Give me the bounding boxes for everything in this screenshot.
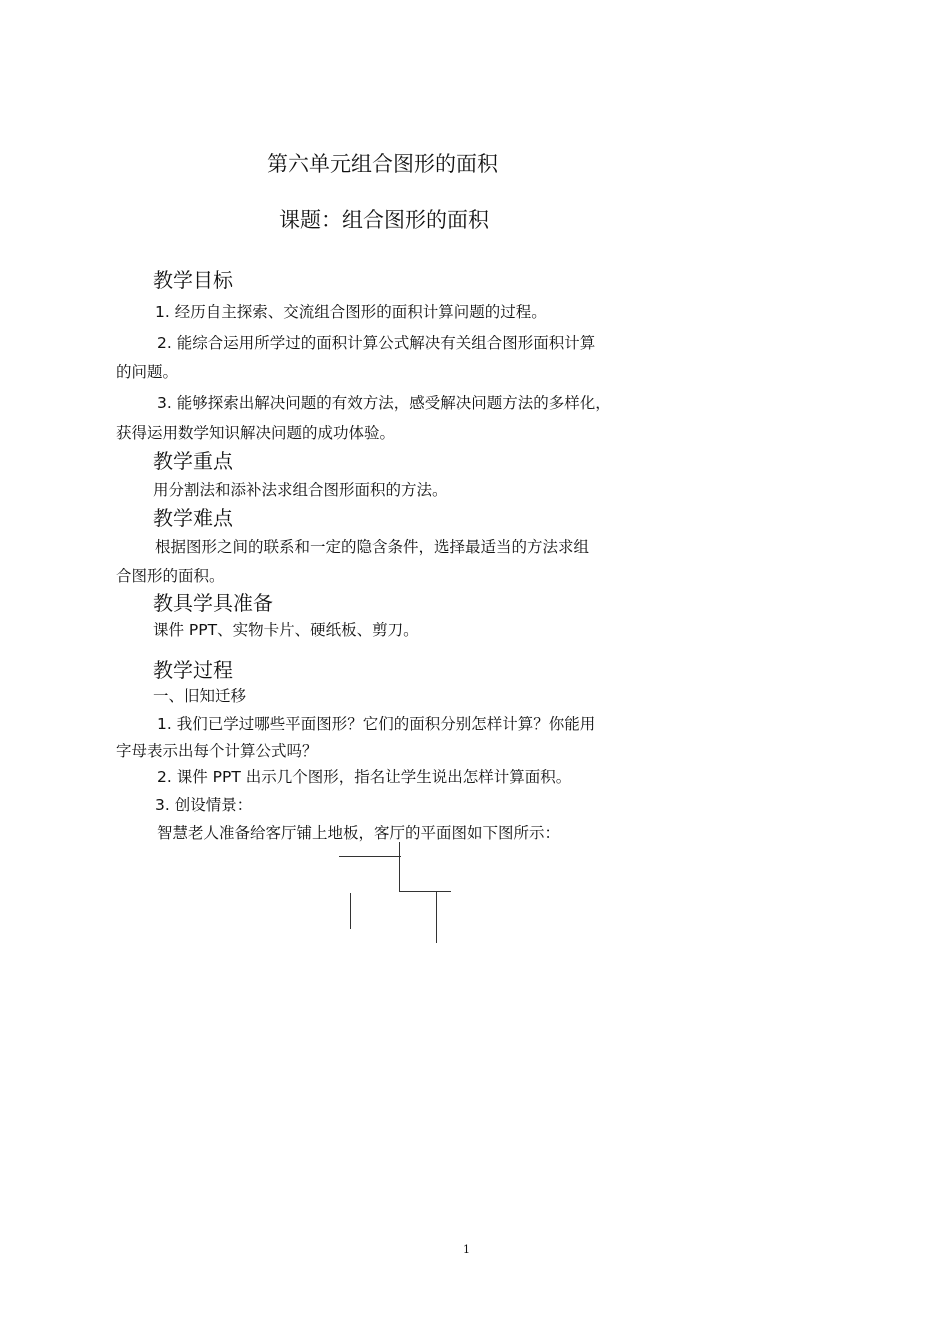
floor-plan-right-edge [436,891,437,943]
objective-item-2-line-1: 2. 能综合运用所学过的面积计算公式解决有关组合图形面积计算 [157,334,596,352]
difficulties-line-1: 根据图形之间的联系和一定的隐含条件，选择最适当的方法求组 [155,538,590,556]
floor-plan-inner-horizontal [399,891,451,892]
process-heading: 教学过程 [153,658,233,682]
process-subheading-1: 一、旧知迁移 [153,687,247,705]
floor-plan-top-edge [339,856,401,857]
objective-item-3-line-1: 3. 能够探索出解决问题的有效方法，感受解决问题方法的多样化， [157,394,611,412]
materials-heading: 教具学具准备 [153,591,273,615]
lesson-title: 课题：组合图形的面积 [279,208,489,232]
key-points-text: 用分割法和添补法求组合图形面积的方法。 [153,481,448,499]
floor-plan-inner-vertical [399,842,400,892]
page-number: 1 [463,1243,470,1256]
difficulties-line-2: 合图形的面积。 [116,567,225,585]
unit-title: 第六单元组合图形的面积 [267,152,498,176]
key-points-heading: 教学重点 [153,449,233,473]
objective-item-2-line-2: 的问题。 [116,363,179,381]
objectives-heading: 教学目标 [153,268,233,292]
process-question-3: 3. 创设情景： [155,796,253,814]
process-question-1-line-1: 1. 我们已学过哪些平面图形？它们的面积分别怎样计算？你能用 [157,715,596,733]
materials-text: 课件 PPT、实物卡片、硬纸板、剪刀。 [153,621,419,639]
objective-item-1: 1. 经历自主探索、交流组合图形的面积计算问题的过程。 [155,303,547,321]
difficulties-heading: 教学难点 [153,506,233,530]
floor-plan-left-edge [350,893,351,929]
objective-item-3-line-2: 获得运用数学知识解决问题的成功体验。 [116,424,396,442]
process-question-2: 2. 课件 PPT 出示几个图形，指名让学生说出怎样计算面积。 [157,768,572,786]
process-scenario: 智慧老人准备给客厅铺上地板，客厅的平面图如下图所示： [157,824,561,842]
process-question-1-line-2: 字母表示出每个计算公式吗？ [116,742,318,760]
